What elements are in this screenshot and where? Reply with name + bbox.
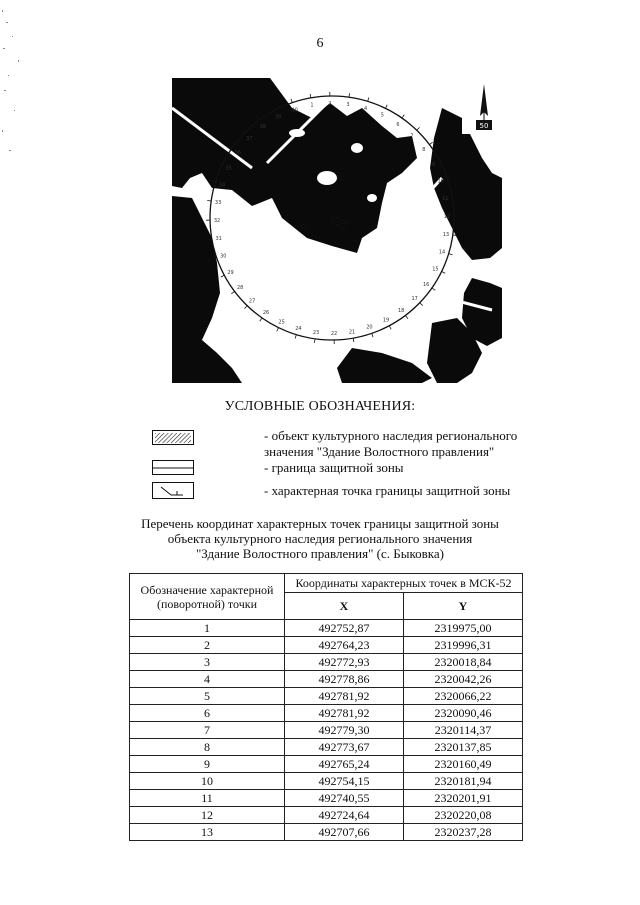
boundary-point-tick bbox=[453, 235, 457, 236]
cell-coord-y: 2320114,37 bbox=[404, 722, 523, 739]
boundary-point-label: 23 bbox=[312, 329, 320, 336]
table-row bbox=[130, 773, 523, 790]
boundary-swatch-icon bbox=[152, 460, 194, 475]
header-x: X bbox=[285, 593, 404, 620]
cell-coord-y: 2320181,94 bbox=[404, 773, 523, 790]
legend-title: УСЛОВНЫЕ ОБОЗНАЧЕНИЯ: bbox=[224, 399, 416, 414]
map-canvas bbox=[172, 78, 502, 383]
boundary-point-label: 18 bbox=[398, 307, 405, 314]
boundary-point-label: 15 bbox=[432, 266, 439, 273]
boundary-point-label: 8 bbox=[422, 146, 426, 153]
cell-coord-y: 2320160,49 bbox=[404, 756, 523, 773]
cell-point-number: 12 bbox=[130, 807, 285, 824]
cell-point-number: 10 bbox=[130, 773, 285, 790]
boundary-point-tick bbox=[349, 93, 350, 97]
boundary-point-label: 32 bbox=[213, 218, 221, 224]
table-row bbox=[130, 620, 523, 637]
situation-map bbox=[172, 78, 502, 383]
table-row bbox=[130, 671, 523, 688]
boundary-point-label: 33 bbox=[214, 200, 222, 206]
cell-point-number: 13 bbox=[130, 824, 285, 841]
boundary-point-label: 38 bbox=[259, 124, 266, 131]
cell-point-number: 3 bbox=[130, 654, 285, 671]
hatched-swatch-icon bbox=[152, 430, 194, 445]
table-row bbox=[130, 739, 523, 756]
cell-coord-x: 492754,15 bbox=[285, 773, 404, 790]
boundary-point-label: 21 bbox=[348, 329, 356, 336]
boundary-point-label: 22 bbox=[330, 331, 338, 337]
boundary-point-label: 9 bbox=[431, 162, 436, 168]
cell-coord-y: 2320220,08 bbox=[404, 807, 523, 824]
boundary-point-label: 5 bbox=[380, 112, 384, 119]
boundary-point-label: 3 bbox=[346, 102, 350, 109]
cell-coord-x: 492724,64 bbox=[285, 807, 404, 824]
cell-coord-y: 2320066,22 bbox=[404, 688, 523, 705]
cell-coord-x: 492707,66 bbox=[285, 824, 404, 841]
cell-point-number: 8 bbox=[130, 739, 285, 756]
table-row bbox=[130, 807, 523, 824]
boundary-point-label: 36 bbox=[234, 150, 241, 156]
boundary-point-label: 28 bbox=[237, 285, 244, 292]
cell-coord-y: 2320018,84 bbox=[404, 654, 523, 671]
legend-text-boundary: - граница защитной зоны bbox=[264, 460, 404, 475]
table-row bbox=[130, 637, 523, 654]
coordinates-list-title bbox=[0, 516, 640, 561]
legend-text-point: - характерная точка границы защитной зоны bbox=[264, 483, 511, 498]
boundary-point-label: 20 bbox=[366, 324, 373, 331]
boundary-point-label: 7 bbox=[410, 133, 414, 140]
cell-coord-x: 492773,67 bbox=[285, 739, 404, 756]
cell-coord-y: 2320201,91 bbox=[404, 790, 523, 807]
scan-noise bbox=[0, 0, 40, 200]
legend-text-heritage: - объект культурного наследия регионального значения "Здание Волостного правления" bbox=[264, 428, 518, 459]
cell-point-number: 1 bbox=[130, 620, 285, 637]
table-row bbox=[130, 688, 523, 705]
cell-point-number: 2 bbox=[130, 637, 285, 654]
cell-point-number: 4 bbox=[130, 671, 285, 688]
map-scale-label: 50 bbox=[479, 122, 489, 130]
coordinates-table-body bbox=[130, 620, 523, 841]
cell-coord-x: 492764,23 bbox=[285, 637, 404, 654]
table-row bbox=[130, 654, 523, 671]
boundary-point-label: 13 bbox=[442, 232, 450, 238]
cell-coord-x: 492740,55 bbox=[285, 790, 404, 807]
cell-coord-y: 2320237,28 bbox=[404, 824, 523, 841]
boundary-point-tick bbox=[314, 339, 315, 343]
boundary-point-label: 40 bbox=[291, 107, 298, 114]
boundary-point-label: 39 bbox=[274, 114, 282, 121]
boundary-point-label: 6 bbox=[396, 121, 400, 128]
boundary-point-label: 12 bbox=[443, 214, 451, 220]
header-point-designation: Обозначение характерной (поворотной) точки bbox=[130, 574, 285, 620]
boundary-point-label: 10 bbox=[437, 178, 444, 185]
boundary-point-label: 27 bbox=[248, 298, 256, 305]
list-title-line-1: Перечень координат характерных точек границы защитной зоны bbox=[141, 516, 499, 531]
cell-point-number: 7 bbox=[130, 722, 285, 739]
cell-coord-x: 492781,92 bbox=[285, 688, 404, 705]
boundary-point-label: 34 bbox=[218, 182, 226, 189]
boundary-point-label: 16 bbox=[423, 282, 430, 288]
coordinates-table bbox=[129, 573, 523, 841]
list-title-line-2: объекта культурного наследия регионального значения bbox=[167, 531, 473, 546]
boundary-point-label: 29 bbox=[227, 270, 234, 276]
cell-coord-x: 492765,24 bbox=[285, 756, 404, 773]
boundary-point-label: 14 bbox=[438, 249, 446, 256]
cell-point-number: 5 bbox=[130, 688, 285, 705]
cell-point-number: 11 bbox=[130, 790, 285, 807]
boundary-point-label: 11 bbox=[442, 196, 449, 202]
north-arrow-icon bbox=[462, 78, 502, 134]
cell-point-number: 6 bbox=[130, 705, 285, 722]
cell-coord-x: 492752,87 bbox=[285, 620, 404, 637]
header-coordinates: Координаты характерных точек в МСК-52 bbox=[285, 574, 523, 593]
table-row bbox=[130, 790, 523, 807]
cell-coord-x: 492781,92 bbox=[285, 705, 404, 722]
page-number: 6 bbox=[316, 36, 324, 51]
table-row bbox=[130, 756, 523, 773]
boundary-point-label: 4 bbox=[364, 106, 368, 112]
table-row bbox=[130, 722, 523, 739]
point-swatch-icon bbox=[152, 482, 194, 499]
cell-coord-y: 2320137,85 bbox=[404, 739, 523, 756]
header-y: Y bbox=[404, 593, 523, 620]
table-row bbox=[130, 824, 523, 841]
cell-coord-x: 492778,86 bbox=[285, 671, 404, 688]
cell-point-number: 9 bbox=[130, 756, 285, 773]
boundary-point-label: 17 bbox=[411, 295, 418, 302]
cell-coord-x: 492779,30 bbox=[285, 722, 404, 739]
cell-coord-y: 2320090,46 bbox=[404, 705, 523, 722]
boundary-point-label: 1 bbox=[310, 102, 314, 109]
boundary-point-label: 31 bbox=[215, 236, 222, 242]
boundary-point-label: 2 bbox=[328, 101, 332, 107]
boundary-point-label: 30 bbox=[220, 253, 227, 260]
boundary-point-label: 24 bbox=[295, 326, 302, 332]
boundary-point-tick bbox=[207, 200, 211, 201]
cell-coord-y: 2320042,26 bbox=[404, 671, 523, 688]
cell-coord-x: 492772,93 bbox=[285, 654, 404, 671]
list-title-line-3: "Здание Волостного правления" (с. Быковка) bbox=[195, 546, 444, 561]
boundary-point-label: 19 bbox=[382, 317, 390, 324]
cell-coord-y: 2319975,00 bbox=[404, 620, 523, 637]
boundary-point-label: 35 bbox=[225, 165, 232, 172]
table-row bbox=[130, 705, 523, 722]
boundary-point-label: 37 bbox=[246, 136, 253, 143]
cell-coord-y: 2319996,31 bbox=[404, 637, 523, 654]
boundary-point-label: 26 bbox=[262, 310, 270, 317]
boundary-point-label: 25 bbox=[278, 319, 285, 326]
